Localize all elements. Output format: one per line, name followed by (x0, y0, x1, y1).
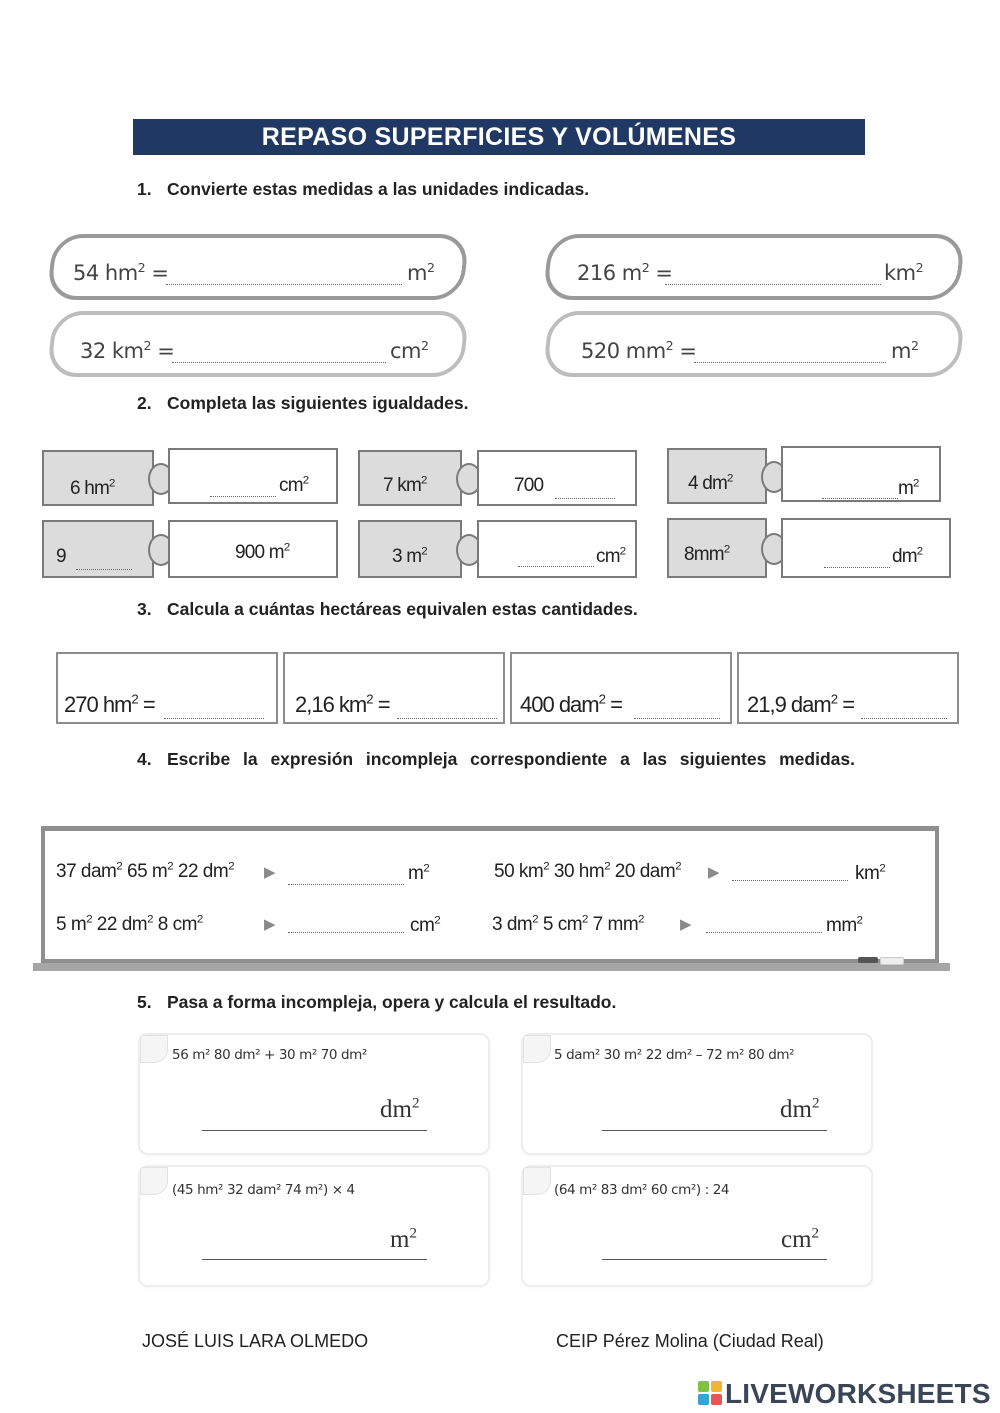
target-unit: $m^2$ (891, 338, 919, 363)
answer-input[interactable] (166, 262, 402, 285)
answer-input[interactable] (164, 698, 264, 719)
page-curl-icon (140, 1035, 168, 1063)
answer-input[interactable] (824, 547, 890, 568)
hectare-expr: 400 dam$^2$ = (520, 691, 622, 717)
hectare-expr: 21,9 dam$^2$ = (747, 691, 855, 717)
operation-expr: (45 hm² 32 dam² 74 m²) × 4 (172, 1182, 355, 1198)
target-unit: $mm^2$ (826, 914, 863, 936)
answer-input[interactable] (732, 862, 848, 881)
puzzle-right-value: 900 $m^2$ (235, 541, 290, 563)
chalk-icon (880, 957, 904, 965)
target-unit: $m^2$ (408, 862, 430, 884)
question-number: 1. (137, 179, 152, 199)
hectare-expr: 270 $hm^2$ = (64, 691, 155, 717)
author-name: JOSÉ LUIS LARA OLMEDO (142, 1331, 369, 1351)
result-unit: $dm^2$ (780, 1095, 820, 1123)
question-4: 4. Escribe la expresión incompleja correspondiente a las siguientes medidas. (137, 749, 855, 769)
answer-input[interactable] (288, 866, 404, 885)
page-curl-icon (140, 1167, 168, 1195)
answer-input[interactable] (603, 1100, 777, 1128)
puzzle-left-text: 4 $dm^2$ (688, 472, 733, 494)
arrow-right-icon: ▶ (680, 916, 692, 933)
answer-input[interactable] (665, 262, 881, 285)
conversion-item: 520 $mm^2$ = (581, 338, 697, 363)
question-3: 3. Calcula a cuántas hectáreas equivalen estas cantidades. (137, 599, 638, 619)
operation-expr: 5 dam² 30 m² 22 dm² – 72 m² 80 dm² (554, 1047, 795, 1063)
result-unit: $m^2$ (390, 1225, 417, 1253)
puzzle-right-value: 700 (514, 475, 544, 496)
hectare-box (56, 652, 278, 724)
answer-input[interactable] (603, 1230, 777, 1258)
target-unit: $cm^2$ (410, 914, 441, 936)
answer-line (202, 1259, 427, 1260)
answer-input[interactable] (518, 546, 594, 567)
answer-input[interactable] (634, 698, 720, 719)
answer-input[interactable] (397, 698, 497, 719)
question-1 (137, 179, 589, 200)
answer-input[interactable] (76, 551, 132, 570)
puzzle-right-unit: $cm^2$ (279, 474, 309, 496)
conversion-item: 32 $km^2$ = (80, 338, 175, 363)
chalkboard-ledge (33, 963, 950, 971)
puzzle-left-text: 3 $m^2$ (392, 545, 427, 567)
puzzle-right-unit: $m^2$ (898, 477, 919, 499)
arrow-right-icon: ▶ (264, 864, 276, 881)
page-curl-icon (523, 1035, 551, 1063)
arrow-right-icon: ▶ (264, 916, 276, 933)
hectare-box (510, 652, 732, 724)
arrow-right-icon: ▶ (708, 864, 720, 881)
answer-input[interactable] (694, 340, 886, 363)
liveworksheets-logo-icon (697, 1380, 723, 1406)
result-unit: $dm^2$ (380, 1095, 420, 1123)
brand-name: LIVEWORKSHEETS (725, 1378, 991, 1409)
measure-expr: 37 dam$^2$ 65 $m^2$ 22 $dm^2$ (56, 860, 235, 882)
answer-input[interactable] (210, 476, 276, 497)
target-unit: $m^2$ (407, 260, 435, 285)
puzzle-right-unit: $dm^2$ (892, 545, 923, 567)
result-unit: $cm^2$ (781, 1225, 820, 1253)
answer-line (602, 1130, 827, 1131)
answer-input[interactable] (822, 478, 898, 499)
operation-expr: (64 m² 83 dm² 60 cm²) : 24 (554, 1182, 730, 1198)
puzzle-left-text: 7 $km^2$ (383, 474, 427, 496)
answer-input[interactable] (288, 914, 404, 933)
target-unit: $km^2$ (884, 260, 924, 285)
question-2: 2. Completa las siguientes igualdades. (137, 393, 469, 413)
answer-input[interactable] (203, 1230, 377, 1258)
answer-input[interactable] (861, 698, 947, 719)
conversion-item: 54 $hm^2$ = (73, 260, 169, 285)
page-curl-icon (523, 1167, 551, 1195)
answer-input[interactable] (555, 478, 615, 499)
answer-input[interactable] (203, 1100, 377, 1128)
conversion-item: 216 $m^2$ = (577, 260, 673, 285)
target-unit: $cm^2$ (390, 338, 429, 363)
measure-expr: 5 $m^2$ 22 $dm^2$ 8 $cm^2$ (56, 913, 203, 935)
measure-expr: 50 $km^2$ 30 $hm^2$ 20 dam$^2$ (494, 860, 682, 882)
hectare-box (737, 652, 959, 724)
hectare-expr: 2,16 $km^2$ = (295, 691, 390, 717)
eraser-icon (858, 957, 878, 963)
hectare-box (283, 652, 505, 724)
question-text: Convierte estas medidas a las unidades indicadas. (167, 179, 590, 199)
answer-line (602, 1259, 827, 1260)
answer-input[interactable] (706, 914, 822, 933)
puzzle-left-text: $8mm^2$ (684, 543, 730, 565)
answer-input[interactable] (172, 340, 386, 363)
puzzle-left-text: 9 (56, 546, 66, 567)
chalkboard (41, 826, 939, 963)
page-title: REPASO SUPERFICIES Y VOLÚMENES (133, 119, 865, 155)
puzzle-right-unit: $cm^2$ (596, 545, 626, 567)
measure-expr: 3 $dm^2$ 5 $cm^2$ 7 $mm^2$ (492, 913, 645, 935)
target-unit: $km^2$ (855, 862, 886, 884)
school-name: CEIP Pérez Molina (Ciudad Real) (556, 1331, 824, 1351)
puzzle-left-text: 6 $hm^2$ (70, 477, 115, 499)
operation-expr: 56 m² 80 dm² + 30 m² 70 dm² (172, 1047, 367, 1063)
question-5: 5. Pasa a forma incompleja, opera y calcula el resultado. (137, 992, 617, 1012)
answer-line (202, 1130, 427, 1131)
